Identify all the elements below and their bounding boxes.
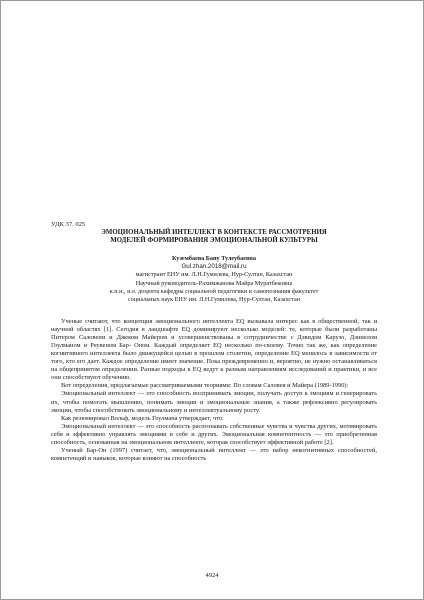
- supervisor: Научный руководитель-Рахимжанова Майра Муратбековна: [135, 279, 293, 287]
- article-content: [51, 221, 377, 463]
- udk-code: УДК 37. 025: [51, 221, 86, 228]
- supervisor-affiliation: социальных наук ЕНУ им. Л.Н.Гумилева, Нур-Султан, Казахстан: [127, 296, 301, 304]
- article-title-line-1: ЭМОЦИОНАЛЬНЫЙ ИНТЕЛЛЕКТ В КОНТЕКСТЕ РАССМОТРЕНИЯ: [101, 229, 327, 236]
- paragraph: Эмоциональный интеллект — это способность воспринимать эмоции, получать доступ к эмоциям и генерировать их, чтобы помогать мышлению, понимать эмоции и эмоциональные знания, а также рефлексивно регулировать эмоции, чтобы способствовать эмоциональному и интеллектуальному росту.: [51, 390, 377, 414]
- paragraph: Как резюмировал Вольф, модель Гоулмана утверждает, что:: [61, 414, 224, 422]
- paragraph: Ученый Бар-Он (1997) считает, что, эмоциональный интеллект — это набор некогнитивных способностей, компетенций и навыков, которые влияют на способность: [51, 447, 377, 463]
- article-body: [51, 318, 377, 464]
- author-email: Gul.zhan.2018@mail.ru: [181, 263, 247, 271]
- paragraph: Эмоциональный интеллект — это способность распознавать собственные чувства и чувства других, мотивировать себя и эффективно управлять эмоциями в себе и других. Эмоциональная компетентность — это приобретенная способность, основанная на эмоциональном интеллекте, которая способствует эффективной работе [2].: [51, 422, 377, 446]
- paragraph: Вот определения, предлагаемые рассматриваемыми теориями: По словам Саловея и Майера (1989-1990):: [61, 382, 349, 390]
- article-title-line-2: МОДЕЛЕЙ ФОРМИРОВАНИЯ ЭМОЦИОНАЛЬНОЙ КУЛЬТУРЫ: [110, 237, 318, 245]
- paragraph: Ученые считают, что концепция эмоционального интеллекта EQ вызывала интерес как в общественной, так и научной областях [1]. Сегодня в ландшафте EQ доминируют несколько моделей: те, которые были разработаны Питером Саловеем и Джеком Майером и усовершенствованы в сотрудничестве с Дэвидом Карузо, Дэниелом Гоулманом и Реувеном Бар- Оном. Каждый определяет EQ несколько по-своему. Точно так же, как определение когнитивного интеллекта было движущейся целью в прошлом столетии, определение EQ менялось в зависимости от того, кто его дает. Каждое определение имеет значение. Пока преждевременно и, вероятно, не нужно останавливаться на общепринятом определении. Разные подходы к EQ ведут к разным направлениям исследований и практики, и все они способствуют обучению.: [51, 317, 377, 382]
- author-affiliation: магистрант ЕНУ им. Л.Н.Гумилева, Нур-Султан, Казахстан: [135, 271, 293, 279]
- page-number: 4924: [205, 572, 219, 579]
- supervisor-title: к.п.н., и.о. доцента кафедры социальной педагогики и самопознания факультет: [109, 288, 319, 295]
- author-name: Кузембаева Бану Тулеубаевна: [172, 254, 256, 262]
- author-block: [51, 255, 377, 305]
